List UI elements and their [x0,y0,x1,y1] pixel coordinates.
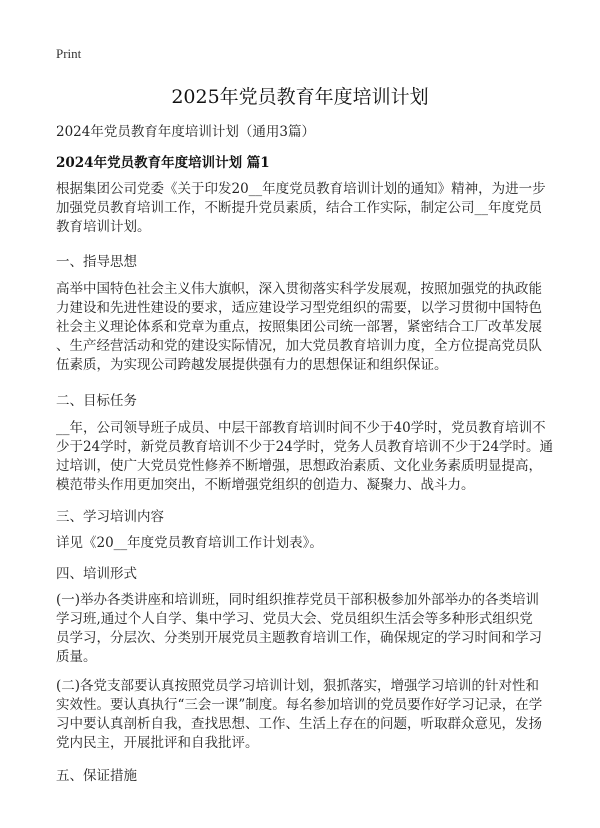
intro-line: 教育培训计划。 [56,219,151,235]
intro-line: 加强党员教育培训工作，不断提升党员素质，结合工作实际，制定公司__年度党员 [56,200,542,216]
paragraph-line: 质量。 [56,649,97,665]
intro-paragraph [56,180,552,237]
paragraph-line: 、生产经营活动和党的建设实际情况，加大党员教育培训力度，全方位提高党员队 [56,338,542,354]
paragraph-line: 力建设和先进性建设的要求，适应建设学习型党组织的需要，以学习贯彻中国特色 [56,300,542,316]
paragraph-training-content [56,534,552,553]
document-subtitle: 2024年党员教育年度培训计划（通用3篇） [56,124,315,140]
heading-training-form: 四、培训形式 [56,566,137,582]
paragraph-line: 党内民主，开展批评和自我批评。 [56,735,259,751]
heading-guiding-ideology: 一、指导思想 [56,254,137,270]
paragraph-line: 少于24学时，新党员教育培训不少于24学时，党务人员教育培训不少于24学时。通 [56,439,554,455]
paragraph-training-form-1 [56,591,552,667]
paragraph-line: __年，公司领导班子成员、中层干部教育培训时间不少于40学时，党员教育培训不 [56,420,546,436]
paragraph-line: 员学习，分层次、分类别开展党员主题教育培训工作，确保规定的学习时间和学习 [56,630,542,646]
paragraph-line: 模范带头作用更加突出，不断增强党组织的创造力、凝聚力、战斗力。 [56,477,475,493]
heading-goals: 二、目标任务 [56,393,137,409]
paragraph-training-form-2 [56,677,552,753]
paragraph-line: 习中要认真剖析自我，查找思想、工作、生活上存在的问题，听取群众意见，发扬 [56,716,542,732]
page-title: 2025年党员教育年度培训计划 [171,86,429,108]
paragraph-line: (二)各党支部要认真按照党员学习培训计划，狠抓落实，增强学习培训的针对性和 [56,678,540,694]
paragraph-line: 详见《20__年度党员教育培训工作计划表》。 [56,535,323,551]
paragraph-line: 过培训，使广大党员党性修养不断增强，思想政治素质、文化业务素质明显提高， [56,458,542,474]
intro-line: 根据集团公司党委《关于印发20__年度党员教育培训计划的通知》精神，为进一步 [56,181,546,197]
paragraph-line: 实效性。要认真执行“三会一课”制度。每名参加培训的党员要作好学习记录，在学 [56,697,543,713]
print-link[interactable]: Print [56,46,82,61]
paragraph-line: 学习班,通过个人自学、集中学习、党员大会、党员组织生活会等多种形式组织党 [56,611,533,627]
section-heading: 2024年党员教育年度培训计划 篇1 [56,155,270,171]
paragraph-line: (一)举办各类讲座和培训班，同时组织推荐党员干部积极参加外部举办的各类培训 [56,592,540,608]
paragraph-line: 社会主义理论体系和党章为重点，按照集团公司统一部署，紧密结合工厂改革发展 [56,319,542,335]
heading-training-content: 三、学习培训内容 [56,509,164,525]
paragraph-line: 伍素质，为实现公司跨越发展提供强有力的思想保证和组织保证。 [56,357,448,373]
paragraph-line: 高举中国特色社会主义伟大旗帜，深入贯彻落实科学发展观，按照加强党的执政能 [56,281,542,297]
paragraph-guiding-ideology [56,280,552,375]
paragraph-goals [56,419,552,495]
heading-guarantee-measures: 五、保证措施 [56,768,137,784]
